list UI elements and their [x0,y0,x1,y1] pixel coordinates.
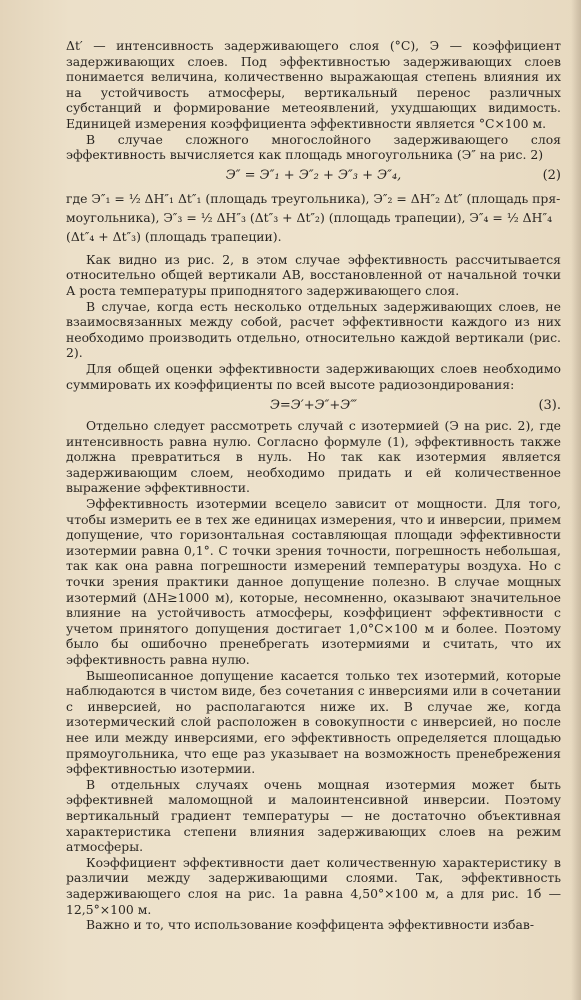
paragraph-separate-layers: В случае, когда есть несколько отдельных задерживающих слоев, не взаимосвязанных между собой, расчет эффективности каждого из них необходимо производить отдельно, относительно каждой вертикали (рис. 2). [66,298,561,361]
paragraph-assumption: Вышеописанное допущение касается только тех изотермий, которые наблюдаются в чистом виде, без сочетания с инверсиями или в сочетании с инверсией, но располагаются ниже их. В случае же, когда изотермический слой расположен в совокупности с инверсией, но после нее или между инверсиями, его эффективность определяется площадью прямоугольника, что еще раз указывает на возможность пренебрежения эффективностью изотермии. [66,667,561,777]
paragraph-isotherm-effectiveness: Эффективность изотермии всецело зависит от мощности. Для того, чтобы измерить ее в тех же единицах измерения, что и инверсии, примем допущение, что горизонтальная составляющая площади эффективности изотермии равна 0,1°. С точки зрения точности, погрешность небольшая, так как она равна погрешности измерений температуры воздуха. Но с точки зрения практики данное допущение полезно. В случае мощных изотермий (ΔH≥1000 м), которые, несомненно, оказывают значительное влияние на устойчивость атмосферы, коэффициент эффективности с учетом принятого допущения достигает 1,0°С×100 м и более. Поэтому было бы ошибочно пренебрегать изотермиями и считать, что их эффективность равна нулю. [66,496,561,667]
paragraph-formula-terms-3: (Δt″₄ + Δt″₃) (площадь трапеции). [66,228,282,244]
formula-3-expression: Э=Э′+Э″+Э‴ [269,397,358,413]
paragraph-definition: Δt′ — интенсивность задерживающего слоя (°С), Э — коэффициент задерживающих слоев. Под эффективностью задерживающих слоев понимается величина, количественно выражающая степень влияния их на устойчивость атмосферы, вертикальный перенос различных субстанций и формирование метеоявлений, ухудшающих видимость. Единицей измерения коэффициента эффективности является °С×100 м. [66,38,561,131]
paragraph-multilayer: В случае сложного многослойного задерживающего слоя эффективность вычисляется как площадь многоугольника (Э″ на рис. 2) [66,131,561,163]
formula-3-number: (3). [538,397,561,413]
paragraph-coefficient: Коэффициент эффективности дает количественную характеристику в различии между задерживающими слоями. Так, эффективность задерживающего слоя на рис. 1а равна 4,50°×100 м, а для рис. 1б — 12,5°×100 м. [66,854,561,917]
paragraph-sum: Для общей оценки эффективности задерживающих слоев необходимо суммировать их коэффициенты по всей высоте радиозондирования: [66,360,561,392]
page-edge-shadow [571,0,581,1000]
formula-2-number: (2) [542,168,561,184]
paragraph-formula-terms-2: моугольника), Э″₃ = ½ ΔH″₃ (Δt″₃ + Δt″₂) (площадь трапеции), Э″₄ = ½ ΔH″₄ [66,209,553,225]
paragraph-important: Важно и то, что использование коэффицента эффективности избав- [86,917,535,933]
paragraph-formula-terms-1: где Э″₁ = ½ ΔH″₁ Δt″₁ (площадь треугольника), Э″₂ = ΔH″₂ Δt″ (площадь пря- [66,190,561,206]
formula-2-expression: Э″ = Э″₁ + Э″₂ + Э″₃ + Э″₄, [225,168,402,184]
paragraph-isotherm-case: Отдельно следует рассмотреть случай с изотермией (Э на рис. 2), где интенсивность равна нулю. Согласно формуле (1), эффективность также должна превратиться в нуль. Но так как изотермия является задерживающим слоем, необходимо придать и ей количественное выражение эффективности. [66,418,561,496]
formula-3 [66,392,561,418]
paragraph-strong-isotherm: В отдельных случаях очень мощная изотермия может быть эффективней маломощной и малоинтенсивной инверсии. Поэтому вертикальный градиент температуры — не достаточно объективная характеристика степени влияния задерживающих слоев на режим атмосферы. [66,776,561,855]
formula-2 [66,163,561,189]
paragraph-vertical-ab: Как видно из рис. 2, в этом случае эффективность рассчитывается относительно общей вертикали АВ, восстановленной от начальной точки А роста температуры приподнятого задерживающего слоя. [66,251,561,298]
